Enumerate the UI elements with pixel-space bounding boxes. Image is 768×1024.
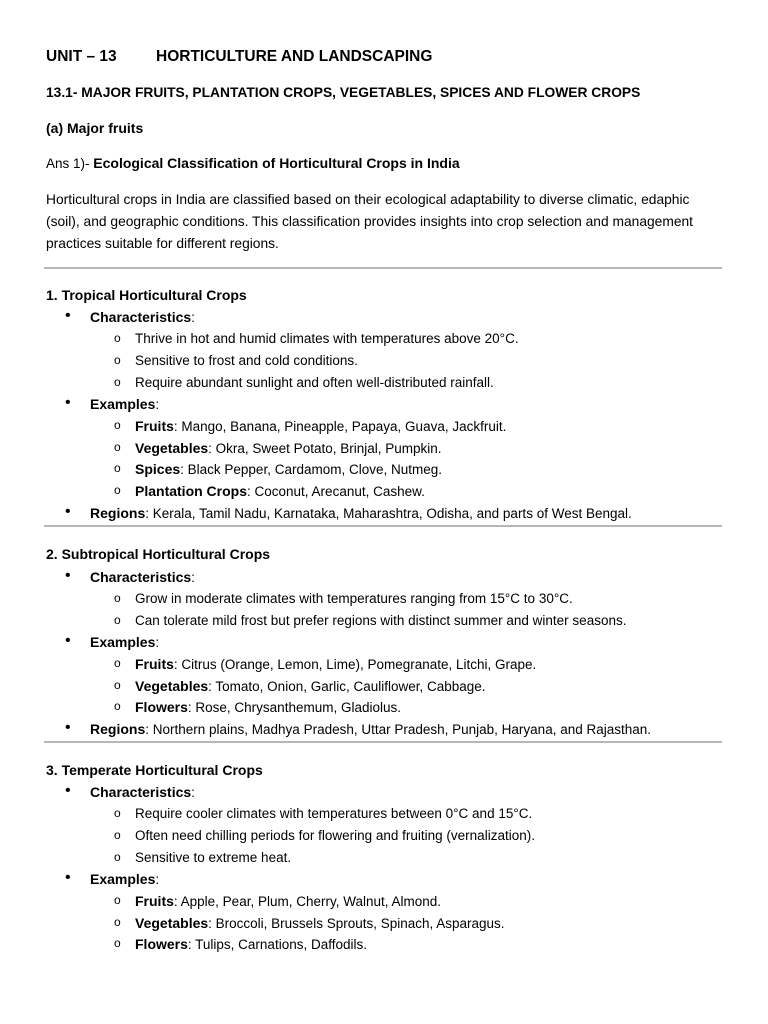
item-text: : Northern plains, Madhya Pradesh, Uttar Pradesh, Punjab, Haryana, and Rajasthan. — [145, 722, 652, 737]
bullet-icon: • — [65, 503, 71, 520]
unit-title: HORTICULTURE AND LANDSCAPING — [156, 48, 433, 65]
circle-bullet-icon: o — [114, 893, 121, 907]
item-text: Often need chilling periods for flowering and fruiting (vernalization). — [135, 828, 535, 843]
circle-bullet-icon: o — [114, 936, 121, 950]
item-text: : Citrus (Orange, Lemon, Lime), Pomegranate, Litchi, Grape. — [173, 657, 537, 672]
item-label: Flowers — [135, 699, 188, 715]
item-text: : Rose, Chrysanthemum, Gladiolus. — [187, 700, 401, 715]
circle-bullet-icon: o — [114, 678, 121, 692]
unit-heading — [46, 48, 433, 66]
item-text: : Tulips, Carnations, Daffodils. — [187, 937, 367, 952]
item-text: : Mango, Banana, Pineapple, Papaya, Guava, Jackfruit. — [173, 419, 507, 434]
item-label: Characteristics — [90, 784, 192, 800]
item-label: Fruits — [135, 893, 174, 909]
item-label: Examples — [90, 396, 156, 412]
item-text: : Broccoli, Brussels Sprouts, Spinach, Asparagus. — [208, 916, 505, 931]
item-label: Flowers — [135, 936, 188, 952]
circle-bullet-icon: o — [114, 418, 121, 432]
bullet-icon: • — [65, 869, 71, 886]
item-label: Examples — [90, 634, 156, 650]
answer-heading — [46, 155, 460, 171]
circle-bullet-icon: o — [114, 331, 121, 345]
item-label: Vegetables — [135, 915, 209, 931]
item-text: Require abundant sunlight and often well-distributed rainfall. — [135, 375, 494, 390]
divider — [44, 741, 722, 743]
bullet-icon: • — [65, 307, 71, 324]
item-label: Fruits — [135, 418, 174, 434]
item-label: Regions — [90, 505, 146, 521]
item-text: Thrive in hot and humid climates with temperatures above 20°C. — [135, 331, 519, 346]
section-title: 3. Temperate Horticultural Crops — [46, 762, 263, 778]
document-page: UNIT – 13 HORTICULTURE AND LANDSCAPING 13.1- MAJOR FRUITS, PLANTATION CROPS, VEGETABLES, SPICES AND FLOWER CROPS (a) Major fruits Ans 1)- Ecological Classification of Horticultural Crops in India Horticultural crops in India are classified based on their ecological adaptability to diverse climatic, edaphic (soil), and geographic conditions. This classification provides insights into crop selection and management practices suitable for different regions. 1. Tropical Horticultural Crops • Characteristics: o Thrive in hot and humid climates with temperatures above 20°C. o Sensitive to frost and cold conditions. o Require abundant sunlight and often well-distributed rainfall. • Examples: o Fruits: Mango, Banana, Pineapple, Papaya, Guava, Jackfruit. o Vegetables: Okra, Sweet Potato, Brinjal, Pumpkin. o Spices: Black Pepper, Cardamom, Clove, Nutmeg. o Plantation Crops: Coconut, Arecanut, Cashew. • Regions: Kerala, Tamil Nadu, Karnataka, Maharashtra, Odisha, and parts of West Bengal. 2. Subtropical Horticultural Crops • Characteristics: o Grow in moderate climates with temperatures ranging from 15°C to 30°C. o Can tolerate mild frost but prefer regions with distinct summer and winter seasons. • Examples: o Fruits: Citrus (Orange, Lemon, Lime), Pomegranate, Litchi, Grape. o Vegetables: Tomato, Onion, Garlic, Cauliflower, Cabbage. o Flowers: Rose, Chrysanthemum, Gladiolus. • Regions: Northern plains, Madhya Pradesh, Uttar Pradesh, Punjab, Haryana, and Rajasthan. 3. Temperate Horticultural Crops • Characteristics: o Require cooler climates with temperatures between 0°C and 15°C. o Often need chilling periods for flowering and fruiting (vernalization). o Sensitive to extreme heat. • Examples: o Fruits: Apple, Pear, Plum, Cherry, Walnut, Almond. o Vegetables: Broccoli, Brussels Sprouts, Spinach, Asparagus. o Flowers: Tulips, Carnations, Daffodils. — [0, 0, 768, 1024]
circle-bullet-icon: o — [114, 461, 121, 475]
unit-number: UNIT – 13 — [46, 48, 117, 65]
bullet-icon: • — [65, 719, 71, 736]
circle-bullet-icon: o — [114, 375, 121, 389]
item-label: Characteristics — [90, 309, 192, 325]
circle-bullet-icon: o — [114, 353, 121, 367]
circle-bullet-icon: o — [114, 828, 121, 842]
item-text: Require cooler climates with temperatures between 0°C and 15°C. — [135, 806, 533, 821]
circle-bullet-icon: o — [114, 440, 121, 454]
item-text: : Okra, Sweet Potato, Brinjal, Pumpkin. — [208, 441, 442, 456]
item-text: : Kerala, Tamil Nadu, Karnataka, Maharashtra, Odisha, and parts of West Bengal. — [145, 506, 632, 521]
section-title: 1. Tropical Horticultural Crops — [46, 287, 247, 303]
divider — [44, 267, 722, 269]
item-text: Can tolerate mild frost but prefer regions with distinct summer and winter seasons. — [135, 613, 627, 628]
circle-bullet-icon: o — [114, 483, 121, 497]
item-label: Regions — [90, 721, 146, 737]
intro-paragraph: Horticultural crops in India are classified based on their ecological adaptability to diverse climatic, edaphic (soil), and geographic conditions. This classification provides insights into crop selection and management practices suitable for different regions. — [46, 192, 694, 251]
item-label: Spices — [135, 461, 181, 477]
item-text: Sensitive to frost and cold conditions. — [135, 353, 358, 368]
circle-bullet-icon: o — [114, 591, 121, 605]
answer-prefix: Ans 1)- — [46, 156, 94, 171]
item-label: Vegetables — [135, 440, 209, 456]
item-label: Examples — [90, 871, 156, 887]
bullet-icon: • — [65, 394, 71, 411]
section-title: 2. Subtropical Horticultural Crops — [46, 546, 271, 562]
item-label: Fruits — [135, 656, 174, 672]
divider — [44, 525, 722, 527]
circle-bullet-icon: o — [114, 656, 121, 670]
circle-bullet-icon: o — [114, 850, 121, 864]
item-label: Vegetables — [135, 678, 209, 694]
circle-bullet-icon: o — [114, 699, 121, 713]
item-text: : Apple, Pear, Plum, Cherry, Walnut, Almond. — [173, 894, 442, 909]
bullet-icon: • — [65, 782, 71, 799]
circle-bullet-icon: o — [114, 915, 121, 929]
item-text: Grow in moderate climates with temperatures ranging from 15°C to 30°C. — [135, 591, 573, 606]
item-text: : Coconut, Arecanut, Cashew. — [247, 484, 425, 499]
subheading: (a) Major fruits — [46, 120, 144, 136]
circle-bullet-icon: o — [114, 613, 121, 627]
answer-title: Ecological Classification of Horticultural Crops in India — [93, 155, 460, 171]
item-label: Plantation Crops — [135, 483, 248, 499]
item-text: Sensitive to extreme heat. — [135, 850, 292, 865]
item-text: : Tomato, Onion, Garlic, Cauliflower, Cabbage. — [208, 679, 486, 694]
bullet-icon: • — [65, 632, 71, 649]
section-heading: 13.1- MAJOR FRUITS, PLANTATION CROPS, VEGETABLES, SPICES AND FLOWER CROPS — [46, 85, 641, 100]
circle-bullet-icon: o — [114, 806, 121, 820]
bullet-icon: • — [65, 567, 71, 584]
item-text: : Black Pepper, Cardamom, Clove, Nutmeg. — [180, 462, 442, 477]
item-label: Characteristics — [90, 569, 192, 585]
